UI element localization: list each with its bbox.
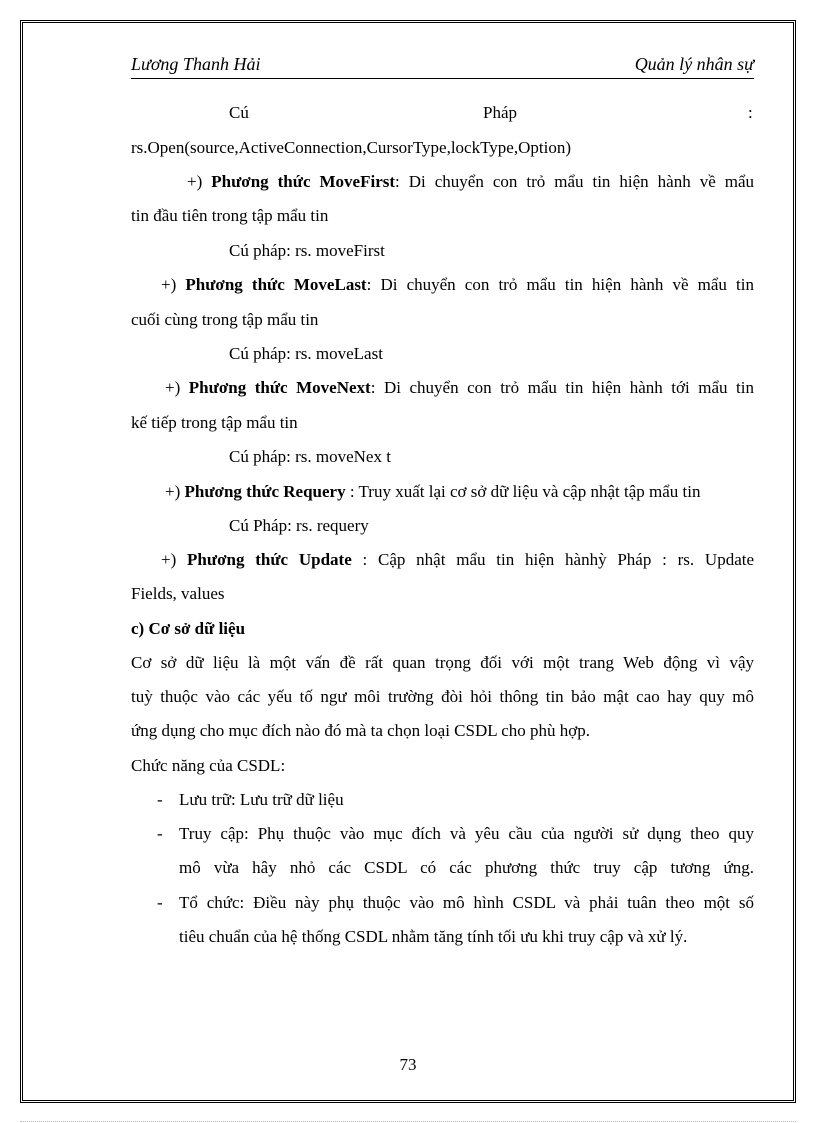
bullet-access-line2: mô vừa hây nhỏ các CSDL có các phương thức truy cập tương ứng. bbox=[179, 858, 754, 877]
section-para-line3: ứng dụng cho mục đích nào đó mà ta chọn loại CSDL cho phù hợp. bbox=[131, 721, 591, 740]
method-movenext-line2: kế tiếp trong tập mẩu tin bbox=[131, 413, 298, 432]
method-movefirst-name: Phương thức MoveFirst bbox=[211, 172, 396, 191]
section-para-line2: tuỳ thuộc vào các yếu tố ngư môi trường đòi hỏi thông tin bảo mật cao hay quy mô bbox=[131, 687, 754, 706]
bullet-storage: Lưu trữ: Lưu trữ dữ liệu bbox=[179, 790, 344, 809]
bullet-organize-line1: Tổ chức: Điều này phụ thuộc vào mô hình CSDL và phải tuân theo một số bbox=[179, 893, 754, 912]
method-requery-syntax: Cú Pháp: rs. requery bbox=[229, 516, 369, 535]
bullet-dash: - bbox=[157, 893, 163, 912]
bullet-organize-line2: tiêu chuẩn của hệ thống CSDL nhằm tăng tính tối ưu khi truy cập và xử lý. bbox=[179, 927, 688, 946]
method-update-name: Phương thức Update bbox=[187, 550, 352, 569]
method-movenext-name: Phương thức MoveNext bbox=[188, 378, 371, 397]
functions-title: Chức năng của CSDL: bbox=[131, 756, 286, 775]
method-update-line1: +) Phương thức Update : Cập nhật mẩu tin hiện hànhỳ Pháp : rs. Update bbox=[161, 550, 755, 569]
header-subject: Quản lý nhân sự bbox=[634, 54, 754, 74]
page-header bbox=[131, 54, 754, 79]
method-requery-name: Phương thức Requery bbox=[184, 482, 346, 501]
syntax-open-code: rs.Open(source,ActiveConnection,CursorType,lockType,Option) bbox=[131, 138, 571, 157]
bottom-dotted-rule bbox=[20, 1121, 796, 1122]
bullet-dash: - bbox=[157, 790, 163, 809]
bullet-access-line1: Truy cập: Phụ thuộc vào mục đích và yêu cầu của người sử dụng theo quy bbox=[179, 824, 754, 843]
bullet-dash: - bbox=[157, 824, 163, 843]
method-movefirst-line2: tin đầu tiên trong tập mẩu tin bbox=[131, 206, 329, 225]
section-para-line1: Cơ sở dữ liệu là một vấn đề rất quan trọng đối với một trang Web động vì vậy bbox=[131, 653, 754, 672]
page-number: 73 bbox=[399, 1055, 417, 1074]
method-movenext-syntax: Cú pháp: rs. moveNex t bbox=[229, 447, 391, 466]
syntax-word-cu: Cú bbox=[229, 103, 249, 122]
method-movelast-line2: cuối cùng trong tập mẩu tin bbox=[131, 310, 319, 329]
method-update-line2: Fields, values bbox=[131, 584, 225, 603]
method-movelast-line1: +) Phương thức MoveLast: Di chuyển con trỏ mẩu tin hiện hành về mẩu tin bbox=[161, 275, 754, 294]
method-movenext-line1: +) Phương thức MoveNext: Di chuyển con trỏ mẩu tin hiện hành tới mẩu tin bbox=[165, 378, 754, 397]
method-movelast-name: Phương thức MoveLast bbox=[185, 275, 367, 294]
method-movefirst-line1: +) Phương thức MoveFirst: Di chuyển con trỏ mẩu tin hiện hành về mẩu bbox=[187, 172, 755, 191]
method-requery-line1: +) Phương thức Requery : Truy xuất lại cơ sở dữ liệu và cập nhật tập mẩu tin bbox=[165, 482, 701, 501]
syntax-word-phap: Pháp bbox=[483, 103, 517, 122]
section-heading: c) Cơ sở dữ liệu bbox=[131, 619, 246, 638]
method-movefirst-syntax: Cú pháp: rs. moveFirst bbox=[229, 241, 385, 260]
syntax-colon: : bbox=[748, 103, 753, 122]
header-author: Lương Thanh Hải bbox=[131, 54, 261, 74]
method-movelast-syntax: Cú pháp: rs. moveLast bbox=[229, 344, 383, 363]
